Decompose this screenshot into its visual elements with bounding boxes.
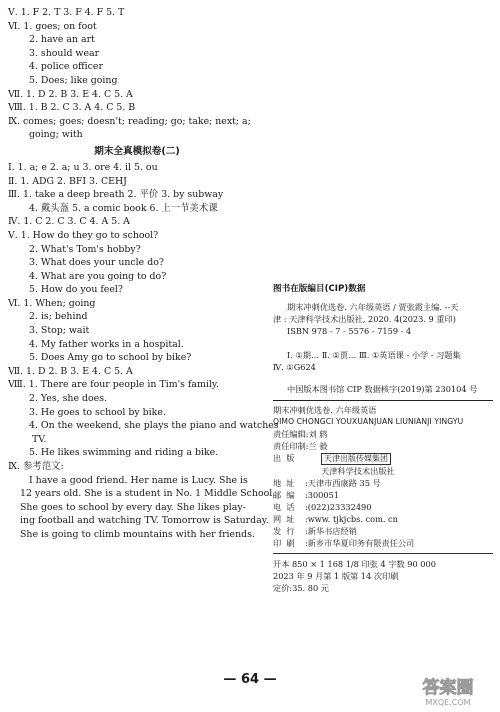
essay-line: 12 years old. She is a student in No. 1 Middle School. bbox=[20, 488, 276, 500]
answer-line: 4. police officer bbox=[29, 61, 103, 73]
website-row: 网址 :www. tjkjcbs. com. cn bbox=[273, 514, 398, 524]
price: 定价:35. 80 元 bbox=[273, 583, 329, 593]
divider bbox=[273, 400, 493, 401]
book-title: 期末冲刺优选卷. 六年级英语 bbox=[273, 405, 377, 415]
editor: 责任编辑:刘 鸫 bbox=[273, 429, 328, 439]
cip-number: 中国版本图书馆 CIP 数据核字(2019)第 230104 号 bbox=[287, 384, 478, 394]
answer-line: TV. bbox=[32, 433, 47, 445]
sample-essay bbox=[8, 474, 276, 542]
address-row: 地址 :天津市西康路 35 号 bbox=[273, 478, 381, 488]
answer-line: 4. What are you going to do? bbox=[29, 270, 167, 282]
watermark-text: 答案圈 bbox=[422, 678, 474, 698]
print-edition: 2023 年 9 月第 1 版第 14 次印刷 bbox=[273, 571, 399, 581]
book-title-pinyin: QIMO CHONGCI YOUXUANJUAN LIUNIANJI YINGYU bbox=[273, 417, 464, 426]
answer-line: going; with bbox=[29, 129, 83, 141]
book-spec: 开本 850 × 1 168 1/8 印张 4 字数 90 000 bbox=[273, 559, 436, 569]
answer-line: Ⅷ. 1. B 2. C 3. A 4. C 5. B bbox=[8, 102, 136, 114]
answer-line: Ⅵ. 1. goes; on foot bbox=[8, 20, 97, 32]
answer-line: 3. He goes to school by bike. bbox=[29, 406, 166, 418]
cip-desc-line: 津 : 天津科学技术出版社, 2020. 4(2023. 9 重印) bbox=[273, 314, 456, 324]
publisher-name: 天津科学技术出版社 bbox=[321, 466, 395, 476]
answer-line: 4. My father works in a hospital. bbox=[29, 338, 184, 350]
answer-line: 3. Stop; wait bbox=[29, 325, 90, 337]
answers-part-2 bbox=[8, 161, 279, 474]
answer-line: Ⅶ. 1. D 2. B 3. E 4. C 5. A bbox=[8, 365, 133, 377]
print-supervisor: 责任印制:兰 毅 bbox=[273, 441, 328, 451]
answer-line: Ⅰ. 1. a; e 2. a; u 3. ore 4. il 5. ou bbox=[8, 161, 158, 173]
answer-line: 4. 戴头盔 5. a comic book 6. 上一节美术课 bbox=[29, 202, 218, 214]
publisher-group: 天津出版传媒集团 bbox=[321, 453, 391, 465]
watermark-logo-icon bbox=[402, 674, 494, 708]
answer-line: Ⅸ. comes; goes; doesn't; reading; go; take; next; a; bbox=[8, 115, 251, 127]
essay-line: She goes to school by every day. She likes play- bbox=[20, 501, 246, 513]
answer-line: Ⅲ. 1. take a deep breath 2. 平价 3. by subway bbox=[8, 189, 224, 201]
page-number: — 64 — bbox=[223, 672, 277, 687]
essay-line: She is going to climb mountains with her friends. bbox=[20, 528, 255, 540]
publisher-row bbox=[273, 452, 493, 477]
answer-line: Ⅴ. 1. How do they go to school? bbox=[8, 229, 159, 241]
answers-part-1 bbox=[8, 6, 266, 142]
cip-class-line: Ⅳ. ①G624 bbox=[273, 362, 316, 372]
answer-line: Ⅳ. 1. C 2. C 3. C 4. A 5. A bbox=[8, 216, 130, 228]
answer-line: Ⅴ. 1. F 2. T 3. F 4. F 5. T bbox=[8, 7, 125, 18]
answer-line: 4. On the weekend, she plays the piano and watches bbox=[29, 420, 279, 432]
answer-line: 3. What does your uncle do? bbox=[29, 257, 164, 269]
cip-block bbox=[273, 283, 493, 594]
essay-line: I have a good friend. Her name is Lucy. She is bbox=[29, 474, 248, 486]
postcode-row: 邮编 :300051 bbox=[273, 490, 340, 500]
divider bbox=[273, 553, 493, 554]
answer-line: 5. How do you feel? bbox=[29, 284, 123, 296]
answer-line: 2. is; behind bbox=[29, 311, 88, 323]
answer-line: 5. He likes swimming and riding a bike. bbox=[29, 447, 219, 459]
phone-row: 电话 :(022)23332490 bbox=[273, 502, 372, 512]
section-title: 期末全真模拟卷(二) bbox=[94, 145, 180, 157]
distribution-row: 发行 :新华书店经销 bbox=[273, 526, 357, 536]
watermark-url: MXQE.COM bbox=[425, 698, 471, 707]
cip-class-line: Ⅰ. ①期… Ⅱ. ①贾… Ⅲ. ①英语课 - 小学 - 习题集 bbox=[287, 350, 461, 360]
answer-column bbox=[8, 6, 279, 542]
answer-line: 2. What's Tom's hobby? bbox=[29, 243, 141, 255]
answer-line: Ⅶ. 1. D 2. B 3. E 4. C 5. A bbox=[8, 88, 133, 100]
cip-title: 图书在版编目(CIP)数据 bbox=[273, 284, 366, 294]
answer-line: 3. should wear bbox=[29, 47, 100, 59]
essay-line: ing football and watching TV. Tomorrow is Saturday. bbox=[20, 515, 269, 527]
cip-desc-line: ISBN 978 - 7 - 5576 - 7159 - 4 bbox=[287, 326, 412, 336]
cip-desc-line: 期末冲刺优选卷. 六年级英语 / 贾张霞主编. --天 bbox=[287, 302, 459, 312]
answer-line: Ⅸ. 参考范文: bbox=[8, 461, 64, 472]
answer-line: Ⅷ. 1. There are four people in Tim's family. bbox=[8, 379, 219, 391]
answer-line: Ⅵ. 1. When; going bbox=[8, 297, 96, 309]
answer-line: 2. have an art bbox=[29, 34, 95, 46]
answer-line: 2. Yes, she does. bbox=[29, 393, 107, 405]
printer-row: 印刷 :新乡市华夏印务有限责任公司 bbox=[273, 538, 415, 548]
answer-line: 5. Does; like going bbox=[29, 74, 118, 86]
answer-line: Ⅱ. 1. ADG 2. BFI 3. CEHJ bbox=[8, 175, 127, 187]
answer-line: 5. Does Amy go to school by bike? bbox=[29, 352, 192, 364]
publisher-key: 出版 bbox=[273, 453, 300, 463]
